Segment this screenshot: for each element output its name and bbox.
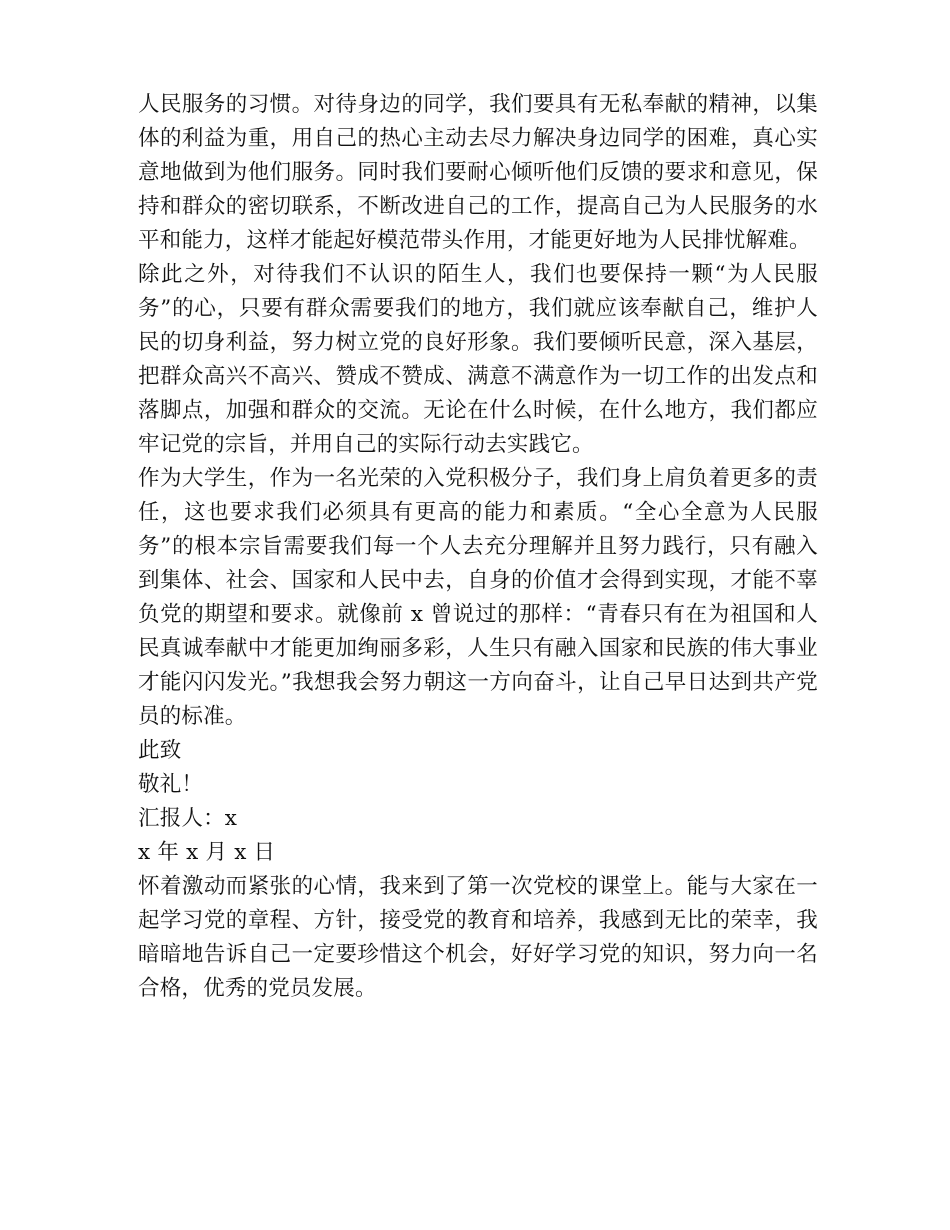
report-date: x 年 x 月 x 日 (138, 840, 276, 865)
document-body (138, 88, 818, 1006)
paragraph-university-student: 作为大学生，作为一名光荣的入党积极分子，我们身上肩负着更多的责任，这也要求我们必须具有更高的能力和素质。“全心全意为人民服务”的根本宗旨需要我们每一个人去充分理解并且努力践行，只有融入到集体、社会、国家和人民中去，自身的价值才会得到实现，才能不辜负党的期望和要求。就像前 x 曾说过的那样：“青春只有在为祖国和人民真诚奉献中才能更加绚丽多彩，人生只有融入国家和民族的伟大事业才能闪闪发光。”我想我会努力朝这一方向奋斗，让自己早日达到共产党员的标准。 (138, 466, 818, 729)
closing-text: 此致 (138, 738, 182, 763)
salute-text: 敬礼！ (138, 772, 204, 797)
reporter-signature: 汇报人：x (138, 806, 238, 831)
paragraph-service-habit: 人民服务的习惯。对待身边的同学，我们要具有无私奉献的精神，以集体的利益为重，用自己的热心主动去尽力解决身边同学的困难，真心实意地做到为他们服务。同时我们要耐心倾听他们反馈的要求和意见，保持和群众的密切联系，不断改进自己的工作，提高自己为人民服务的水平和能力，这样才能起好模范带头作用，才能更好地为人民排忧解难。 (138, 92, 818, 253)
paragraph-strangers: 除此之外，对待我们不认识的陌生人，我们也要保持一颗“为人民服务”的心，只要有群众需要我们的地方，我们就应该奉献自己，维护人民的切身利益，努力树立党的良好形象。我们要倾听民意，深入基层，把群众高兴不高兴、赞成不赞成、满意不满意作为一切工作的出发点和落脚点，加强和群众的交流。无论在什么时候，在什么地方，我们都应牢记党的宗旨，并用自己的实际行动去实践它。 (138, 262, 818, 457)
paragraph-party-school: 怀着激动而紧张的心情，我来到了第一次党校的课堂上。能与大家在一起学习党的章程、方针，接受党的教育和培养，我感到无比的荣幸，我暗暗地告诉自己一定要珍惜这个机会，好好学习党的知识，努力向一名合格，优秀的党员发展。 (138, 874, 818, 1001)
